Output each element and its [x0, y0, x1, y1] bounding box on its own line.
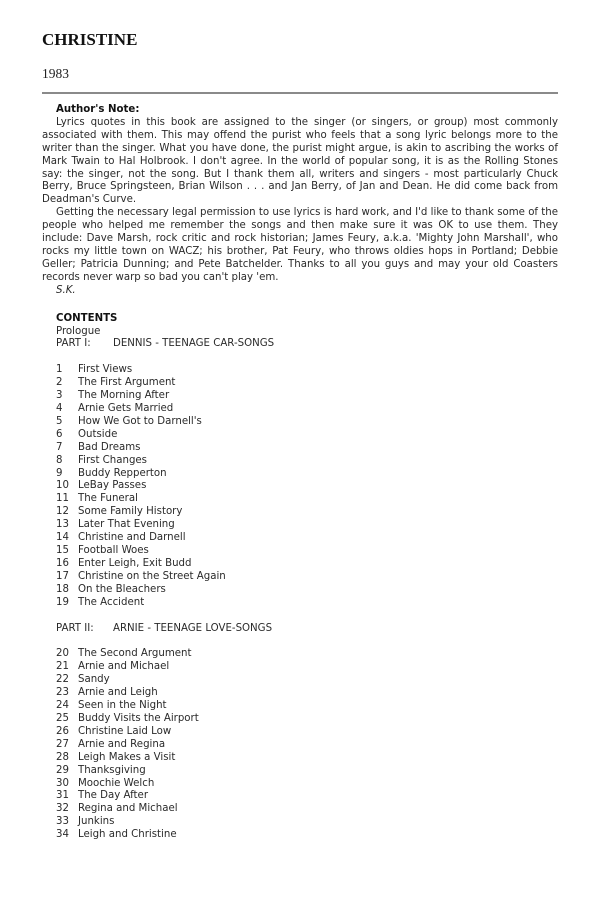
chapter-number: 6: [56, 428, 63, 440]
chapter-entry[interactable]: [56, 778, 558, 791]
authors-note-paragraph: Getting the necessary legal permission to use lyrics is hard work, and I'd like to thank some of the people who helped me remember the songs and then make sure it was OK to use them. They include: Dave Marsh, rock critic and rock historian; James Feury, a.k.a. 'Mighty John Marshall', who rocks my little town on WACZ; his brother, Pat Feury, who throws oldies hops in Portland; Debbie Geller; Patricia Dunning; and Pete Batchelder. Thanks to all you guys and may your old Coasters records never warp so bad you can't play 'em.: [42, 207, 558, 283]
chapter-entry[interactable]: [56, 390, 558, 403]
prologue-link[interactable]: Prologue: [56, 325, 101, 337]
chapter-entry[interactable]: [56, 493, 558, 506]
part-title: DENNIS - TEENAGE CAR-SONGS: [113, 338, 275, 350]
chapter-title: The Day After: [78, 790, 149, 802]
chapter-entry[interactable]: [56, 648, 558, 661]
part-title: ARNIE - TEENAGE LOVE-SONGS: [113, 622, 273, 634]
chapter-number: 10: [56, 480, 69, 492]
chapter-number: 13: [56, 519, 69, 531]
publication-year: 1983: [42, 66, 69, 81]
chapter-entry[interactable]: [56, 816, 558, 829]
chapter-title: Christine and Darnell: [78, 532, 186, 544]
part-label: PART II:: [56, 622, 94, 634]
chapter-number: 25: [56, 712, 69, 724]
chapter-number: 4: [56, 403, 63, 415]
chapter-entry[interactable]: [56, 429, 558, 442]
chapter-title: Outside: [78, 428, 118, 440]
chapter-list: [56, 364, 558, 609]
chapter-entry[interactable]: [56, 674, 558, 687]
chapter-number: 2: [56, 377, 63, 389]
chapter-title: The Second Argument: [78, 648, 192, 660]
authors-note-heading: Author's Note:: [56, 104, 140, 115]
chapter-entry[interactable]: [56, 597, 558, 610]
chapter-entry[interactable]: [56, 416, 558, 429]
authors-signature: S.K.: [56, 284, 76, 296]
chapter-entry[interactable]: [56, 558, 558, 571]
chapter-title: On the Bleachers: [78, 583, 166, 595]
chapter-title: Regina and Michael: [78, 803, 178, 815]
chapter-number: 34: [56, 829, 69, 841]
contents-heading: CONTENTS: [56, 312, 118, 324]
chapter-entry[interactable]: [56, 364, 558, 377]
chapter-title: The Morning After: [78, 390, 170, 402]
chapter-number: 27: [56, 738, 69, 750]
chapter-entry[interactable]: [56, 700, 558, 713]
chapter-title: Arnie and Regina: [78, 738, 166, 750]
spacer: [56, 610, 558, 623]
horizontal-divider: [42, 92, 558, 94]
chapter-entry[interactable]: [56, 661, 558, 674]
chapter-entry[interactable]: [56, 584, 558, 597]
chapter-entry[interactable]: [56, 455, 558, 468]
chapter-entry[interactable]: [56, 519, 558, 532]
chapter-entry[interactable]: [56, 739, 558, 752]
chapter-entry[interactable]: [56, 687, 558, 700]
chapter-entry[interactable]: [56, 726, 558, 739]
part-heading: [56, 623, 558, 636]
chapter-number: 9: [56, 467, 63, 479]
chapter-number: 15: [56, 545, 69, 556]
chapter-title: The Funeral: [78, 493, 138, 505]
chapter-entry[interactable]: [56, 803, 558, 816]
authors-note-paragraph: Lyrics quotes in this book are assigned to the singer (or singers, or group) most commonly associated with them. This may offend the purist who feels that a song lyric belongs more to the writer than the singer. What you have done, the purist might argue, is akin to ascribing the works of Mark Twain to Hal Holbrook. I don't agree. In the world of popular song, it is as the Rolling Stones say: the singer, not the song. But I thank them all, writers and singers - most particularly Chuck Berry, Bruce Springsteen, Brian Wilson . . . and Jan Berry, of Jan and Dean. He did come back from Deadman's Curve.: [42, 116, 558, 206]
chapter-title: Football Woes: [78, 545, 149, 556]
document-title: CHRISTINE: [42, 30, 138, 49]
chapter-number: 7: [56, 441, 63, 453]
chapter-number: 5: [56, 415, 63, 427]
chapter-number: 17: [56, 570, 69, 582]
chapter-number: 8: [56, 454, 63, 466]
chapter-number: 24: [56, 700, 69, 712]
chapter-number: 3: [56, 390, 63, 402]
chapter-number: 22: [56, 674, 69, 686]
chapter-entry[interactable]: [56, 765, 558, 778]
chapter-title: Leigh and Christine: [78, 829, 177, 841]
chapter-number: 28: [56, 751, 69, 763]
spacer: [56, 635, 558, 648]
chapter-title: Later That Evening: [78, 519, 175, 531]
chapter-list: [56, 648, 558, 842]
chapter-number: 32: [56, 803, 69, 815]
chapter-title: Moochie Welch: [78, 777, 155, 789]
chapter-entry[interactable]: [56, 752, 558, 765]
chapter-title: Junkins: [78, 816, 115, 828]
chapter-title: Arnie Gets Married: [78, 403, 174, 415]
chapter-entry[interactable]: [56, 506, 558, 519]
chapter-entry[interactable]: [56, 468, 558, 481]
chapter-number: 20: [56, 648, 69, 660]
chapter-entry[interactable]: [56, 545, 558, 558]
chapter-title: Thanksgiving: [78, 764, 146, 776]
chapter-title: How We Got to Darnell's: [78, 415, 202, 427]
chapter-title: First Changes: [78, 454, 147, 466]
table-of-contents: [42, 313, 558, 842]
chapter-number: 33: [56, 816, 69, 828]
document-body: [42, 104, 558, 842]
chapter-entry[interactable]: [56, 480, 558, 493]
chapter-entry[interactable]: [56, 713, 558, 726]
chapter-number: 26: [56, 725, 69, 737]
chapter-entry[interactable]: [56, 571, 558, 584]
chapter-title: Buddy Repperton: [78, 467, 167, 479]
chapter-title: The First Argument: [78, 377, 176, 389]
chapter-title: Sandy: [78, 674, 110, 686]
chapter-title: Arnie and Michael: [78, 661, 170, 673]
chapter-number: 21: [56, 661, 69, 673]
chapter-title: The Accident: [78, 596, 145, 608]
chapter-entry[interactable]: [56, 790, 558, 803]
chapter-title: LeBay Passes: [78, 480, 147, 492]
chapter-title: First Views: [78, 364, 133, 376]
chapter-title: Bad Dreams: [78, 441, 141, 453]
chapter-entry[interactable]: [56, 403, 558, 416]
chapter-entry[interactable]: [56, 829, 558, 842]
chapter-number: 1: [56, 364, 63, 376]
part-heading: [56, 338, 558, 351]
chapter-title: Christine on the Street Again: [78, 570, 226, 582]
chapter-title: Christine Laid Low: [78, 725, 172, 737]
chapter-title: Leigh Makes a Visit: [78, 751, 176, 763]
chapter-number: 16: [56, 557, 69, 569]
chapter-entry[interactable]: [56, 442, 558, 455]
chapter-number: 29: [56, 764, 69, 776]
chapter-title: Arnie and Leigh: [78, 687, 158, 699]
chapter-entry[interactable]: [56, 377, 558, 390]
chapter-entry[interactable]: [56, 532, 558, 545]
chapter-number: 12: [56, 506, 69, 518]
chapter-number: 30: [56, 777, 69, 789]
chapter-title: Some Family History: [78, 506, 183, 518]
chapter-title: Buddy Visits the Airport: [78, 712, 199, 724]
chapter-number: 14: [56, 532, 69, 544]
part-label: PART I:: [56, 338, 91, 350]
chapter-number: 23: [56, 687, 69, 699]
chapter-number: 31: [56, 790, 69, 802]
spacer: [56, 351, 558, 364]
chapter-number: 19: [56, 596, 69, 608]
chapter-title: Enter Leigh, Exit Budd: [78, 557, 192, 569]
chapter-number: 11: [56, 493, 69, 505]
chapter-title: Seen in the Night: [78, 700, 167, 712]
chapter-number: 18: [56, 583, 69, 595]
